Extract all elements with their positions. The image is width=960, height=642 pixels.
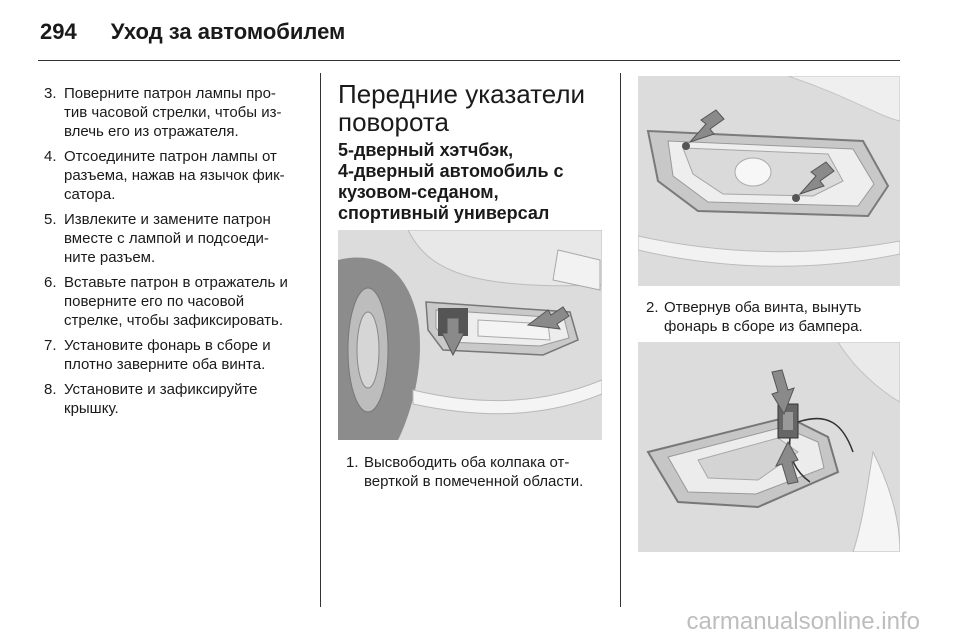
figure-housing-screws (638, 76, 900, 286)
list-item: 7. Установите фонарь в сборе и плотно заверните оба винта. (44, 337, 271, 373)
list-item: 3. Поверните патрон лампы про- тив часовой стрелки, чтобы из- влечь его из отражателя. (44, 85, 282, 140)
caption-step-1: 1. Высвободить оба колпака от- верткой в помеченной области. (346, 454, 584, 490)
column-divider-right (620, 73, 621, 607)
page-number: 294 (40, 19, 77, 44)
removal-illustration (638, 342, 900, 552)
bumper-illustration (338, 230, 602, 440)
list-item: 8. Установите и зафиксируйте крышку. (44, 381, 258, 417)
watermark: carmanualsonline.info (686, 608, 920, 635)
column-divider-left (320, 73, 321, 607)
header-rule (38, 60, 900, 61)
page-header (40, 16, 345, 48)
chapter-title: Уход за автомобилем (110, 19, 346, 44)
caption-step-2: 2. Отвернув оба винта, вынуть фонарь в сборе из бампера. (646, 299, 863, 335)
list-item: 4. Отсоедините патрон лампы от разъема, нажав на язычок фик- сатора. (44, 148, 285, 203)
list-item: 6. Вставьте патрон в отражатель и поверните его по часовой стрелке, чтобы зафиксировать. (44, 274, 288, 329)
figure-bumper-covers (338, 230, 602, 440)
instruction-list (44, 84, 308, 424)
figure-housing-removal (638, 342, 900, 552)
housing-illustration (638, 76, 900, 286)
vehicle-subheading: 5-дверный хэтчбэк, 4-дверный автомобиль с кузовом-седаном, спортивный универсал (338, 140, 564, 223)
list-item: 5. Извлеките и замените патрон вместе с лампой и подсоеди- ните разъем. (44, 211, 271, 266)
section-title: Передние указатели поворота (338, 79, 586, 137)
